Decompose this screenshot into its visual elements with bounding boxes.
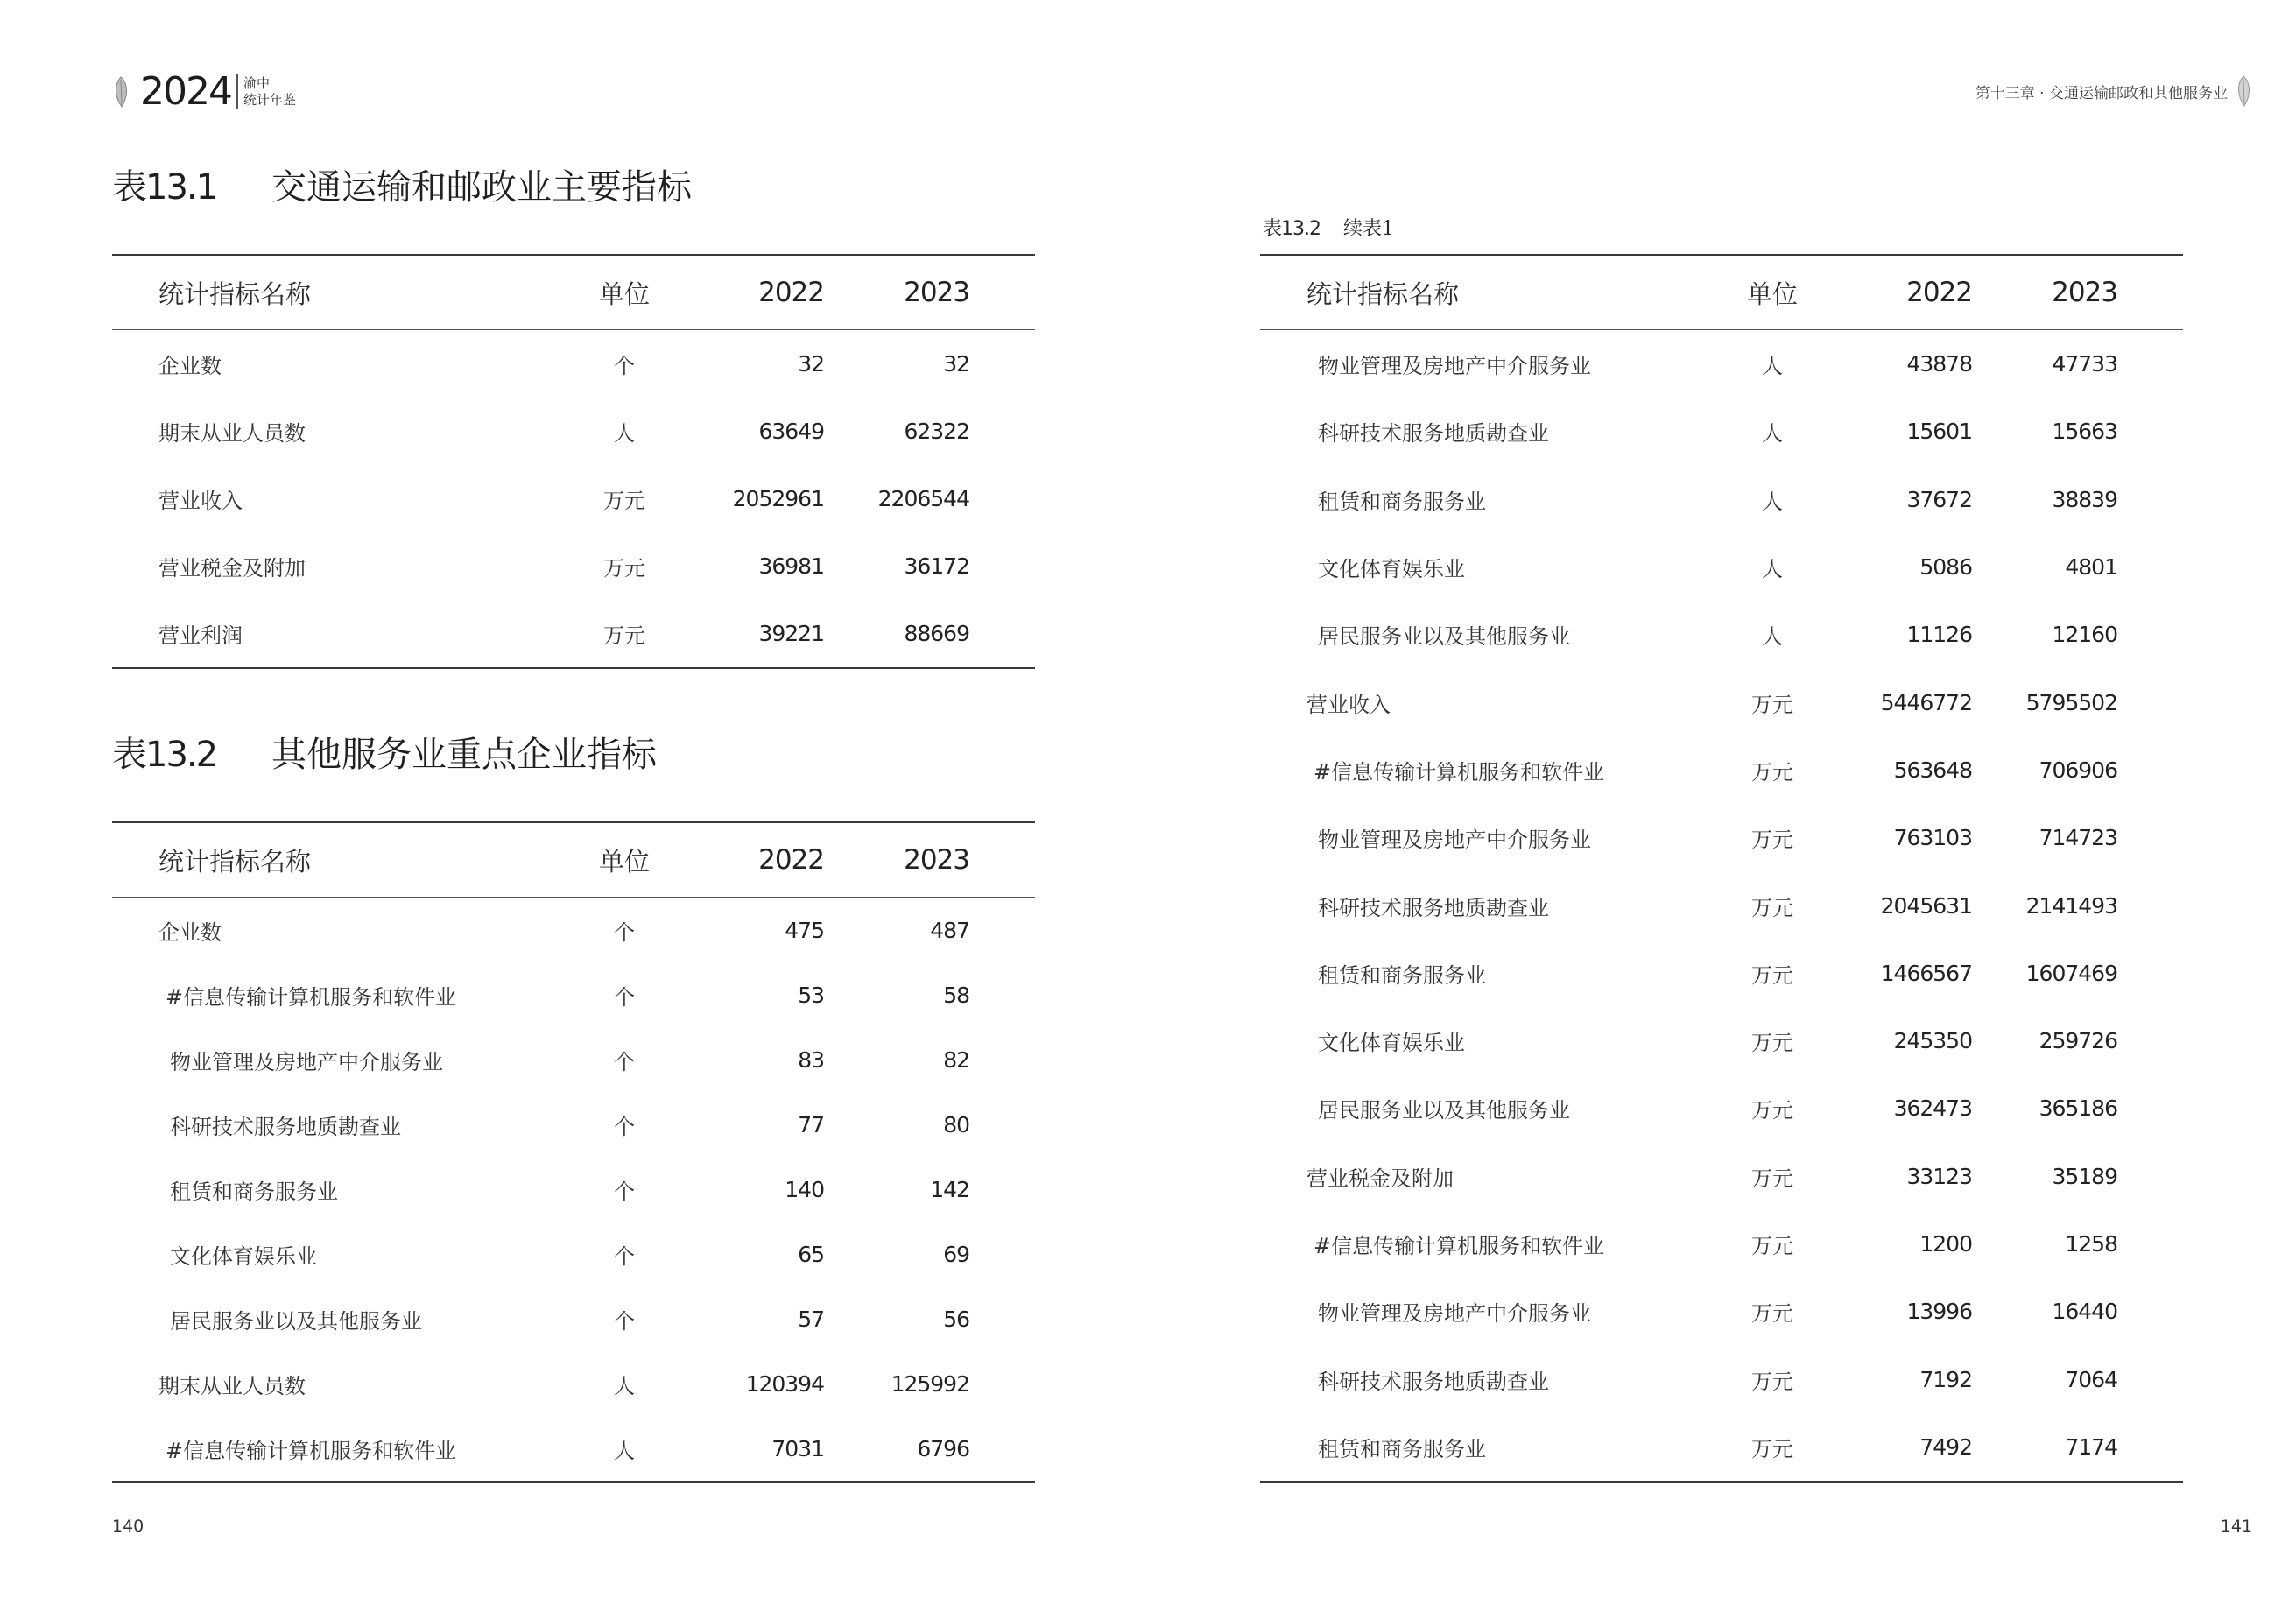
table-body [1260, 330, 2183, 1481]
row-value-2023: 16440 [2052, 1299, 2117, 1325]
row-value-2023: 15663 [2052, 419, 2117, 445]
row-unit: 万元 [1751, 1301, 1793, 1327]
row-unit: 万元 [1751, 692, 1793, 717]
row-name: 租赁和商务服务业 [1318, 489, 1486, 514]
table-row [1260, 804, 2183, 871]
row-value-2022: 43878 [1906, 351, 1972, 377]
row-unit: 个 [614, 1243, 635, 1269]
table-13-2-continued-title [1263, 214, 1394, 241]
row-value-2022: 65 [798, 1241, 824, 1267]
row-value-2023: 32 [943, 351, 969, 377]
row-name: 期末从业人员数 [158, 1373, 306, 1398]
row-value-2023: 365186 [2039, 1095, 2117, 1122]
brand-year: 2024 [140, 69, 231, 114]
table-row [112, 1157, 1035, 1222]
row-unit: 人 [614, 1373, 635, 1398]
row-value-2023: 706906 [2039, 757, 2117, 783]
row-value-2022: 475 [785, 917, 824, 943]
table-row [112, 532, 1035, 600]
row-value-2022: 2045631 [1880, 892, 1972, 919]
row-value-2023: 125992 [891, 1370, 969, 1397]
row-name: 营业收入 [1306, 692, 1391, 717]
table-row [112, 898, 1035, 962]
table-row [112, 1092, 1035, 1157]
row-value-2022: 7031 [771, 1435, 824, 1462]
row-value-2022: 245350 [1893, 1028, 1972, 1054]
row-value-2022: 77 [798, 1111, 824, 1138]
row-value-2023: 38839 [2052, 486, 2117, 512]
col-header-name: 统计指标名称 [158, 846, 312, 877]
row-unit: 个 [614, 919, 635, 945]
row-name: 企业数 [158, 919, 222, 945]
row-value-2022: 5446772 [1880, 689, 1972, 715]
row-value-2022: 83 [798, 1046, 824, 1073]
row-value-2022: 7192 [1919, 1366, 1972, 1392]
table-13-2-title [112, 727, 657, 777]
table-header-row [1260, 256, 2183, 330]
row-name: 营业利润 [158, 623, 243, 648]
row-value-2022: 140 [785, 1176, 824, 1202]
row-value-2023: 36172 [904, 553, 969, 579]
right-page [1148, 0, 2296, 1613]
table-13-1 [112, 254, 1035, 669]
table-row [1260, 466, 2183, 533]
table-row [1260, 1345, 2183, 1412]
row-unit: 万元 [603, 556, 645, 581]
col-header-name: 统计指标名称 [1306, 278, 1460, 309]
col-header-2023: 2023 [904, 277, 969, 308]
row-unit: 万元 [1751, 1234, 1793, 1258]
row-name: 居民服务业以及其他服务业 [1318, 1098, 1570, 1123]
table-header-row [112, 256, 1035, 330]
row-value-2022: 32 [798, 351, 824, 377]
col-header-2022: 2022 [758, 844, 824, 876]
row-name: 物业管理及房地产中介服务业 [170, 1049, 443, 1074]
row-value-2023: 80 [943, 1111, 969, 1138]
row-value-2023: 2141493 [2025, 892, 2117, 919]
row-value-2022: 763103 [1893, 825, 1972, 851]
brand-subtitle [243, 75, 296, 109]
row-value-2023: 1607469 [2025, 960, 2117, 986]
row-name: 期末从业人员数 [158, 421, 306, 446]
table-row [112, 398, 1035, 465]
table-row [1260, 601, 2183, 668]
table-row [1260, 736, 2183, 804]
col-header-2022: 2022 [1906, 277, 1972, 308]
row-value-2023: 6796 [917, 1435, 969, 1462]
table-row [1260, 1143, 2183, 1210]
row-value-2022: 37672 [1906, 486, 1972, 512]
table-row [112, 1286, 1035, 1351]
table-number: 表13.2 [1263, 218, 1321, 240]
row-name: #信息传输计算机服务和软件业 [166, 1438, 457, 1463]
row-unit: 万元 [603, 489, 645, 513]
table-row [112, 330, 1035, 398]
row-unit: 万元 [1751, 1369, 1793, 1394]
row-value-2022: 53 [798, 982, 824, 1008]
table-row [1260, 1413, 2183, 1481]
row-unit: 万元 [603, 623, 645, 648]
row-value-2022: 563648 [1893, 757, 1972, 783]
table-body [112, 898, 1035, 1481]
row-name: 营业收入 [158, 489, 243, 513]
row-unit: 个 [614, 984, 635, 1010]
table-number: 表13.1 [112, 167, 217, 208]
table-row [1260, 330, 2183, 398]
leaf-icon [112, 76, 130, 108]
row-name: 科研技术服务地质勘查业 [170, 1114, 401, 1139]
chapter-title: 第十三章 · 交通运输邮政和其他服务业 [1975, 84, 2228, 102]
row-value-2022: 36981 [758, 553, 824, 579]
row-value-2022: 39221 [758, 621, 824, 646]
row-name: 科研技术服务地质勘查业 [1318, 895, 1549, 920]
row-unit: 个 [614, 1179, 635, 1204]
row-unit: 人 [1762, 489, 1783, 514]
row-value-2023: 142 [930, 1176, 969, 1202]
row-value-2023: 58 [943, 982, 969, 1008]
row-value-2023: 35189 [2052, 1163, 2117, 1189]
col-header-2022: 2022 [758, 277, 824, 308]
row-name: 租赁和商务服务业 [170, 1179, 338, 1204]
row-value-2023: 56 [943, 1306, 969, 1332]
row-name: 物业管理及房地产中介服务业 [1318, 1301, 1591, 1327]
row-value-2022: 2052961 [732, 486, 824, 511]
table-13-2-continued [1260, 254, 2183, 1483]
row-value-2022: 5086 [1919, 554, 1972, 581]
table-row [112, 1351, 1035, 1416]
table-13-2 [112, 821, 1035, 1483]
col-header-name: 统计指标名称 [158, 278, 312, 309]
col-header-unit: 单位 [598, 278, 650, 309]
yearbook-brand [112, 68, 296, 116]
row-unit: 个 [614, 354, 635, 378]
table-number: 表13.2 [112, 735, 217, 775]
row-value-2023: 714723 [2039, 825, 2117, 851]
table-row [1260, 1007, 2183, 1074]
row-name: #信息传输计算机服务和软件业 [166, 984, 457, 1010]
table-13-1-title [112, 159, 692, 209]
table-row [1260, 1210, 2183, 1278]
row-name: 物业管理及房地产中介服务业 [1318, 828, 1591, 853]
row-value-2022: 15601 [1906, 419, 1972, 445]
page-number-left: 140 [112, 1517, 144, 1536]
row-name: 物业管理及房地产中介服务业 [1318, 354, 1591, 379]
row-value-2023: 259726 [2039, 1028, 2117, 1054]
col-header-2023: 2023 [2052, 277, 2117, 308]
row-unit: 万元 [1751, 759, 1793, 785]
page-number-right: 141 [2220, 1517, 2252, 1536]
row-unit: 人 [614, 421, 635, 446]
row-value-2023: 12160 [2052, 622, 2117, 648]
row-value-2023: 7174 [2065, 1433, 2117, 1460]
table-row [112, 1027, 1035, 1092]
row-value-2023: 62322 [904, 419, 969, 444]
row-name: 企业数 [158, 354, 222, 378]
row-unit: 万元 [1751, 1436, 1793, 1462]
row-value-2023: 4801 [2065, 554, 2117, 581]
row-value-2022: 11126 [1906, 622, 1972, 648]
row-value-2022: 120394 [745, 1370, 824, 1397]
table-row [112, 962, 1035, 1027]
row-value-2023: 5795502 [2025, 689, 2117, 715]
row-unit: 人 [1762, 354, 1783, 379]
table-row [112, 1416, 1035, 1481]
row-name: #信息传输计算机服务和软件业 [1314, 1234, 1605, 1258]
row-unit: 万元 [1751, 962, 1793, 988]
brand-divider [236, 74, 238, 109]
table-header-row [112, 823, 1035, 898]
row-value-2022: 57 [798, 1306, 824, 1332]
table-row [1260, 940, 2183, 1007]
row-value-2023: 1258 [2065, 1231, 2117, 1257]
brand-subtitle-line2: 统计年鉴 [243, 92, 296, 108]
row-value-2022: 13996 [1906, 1299, 1972, 1325]
row-value-2023: 47733 [2052, 351, 2117, 377]
row-value-2022: 1200 [1919, 1231, 1972, 1257]
row-unit: 万元 [1751, 895, 1793, 920]
table-row [1260, 1074, 2183, 1142]
table-row [1260, 668, 2183, 736]
row-unit: 人 [1762, 624, 1783, 650]
row-name: 租赁和商务服务业 [1318, 1436, 1486, 1462]
table-row [1260, 533, 2183, 601]
table-row [112, 1222, 1035, 1286]
row-value-2022: 362473 [1893, 1095, 1972, 1122]
row-name: 营业税金及附加 [1306, 1166, 1454, 1191]
table-title-text: 其他服务业重点企业指标 [271, 735, 657, 775]
row-unit: 人 [1762, 421, 1783, 447]
row-name: #信息传输计算机服务和软件业 [1314, 759, 1605, 785]
row-unit: 万元 [1751, 828, 1793, 853]
table-row [1260, 871, 2183, 939]
row-value-2023: 2206544 [877, 486, 969, 511]
table-body [112, 330, 1035, 667]
row-value-2022: 63649 [758, 419, 824, 444]
continued-label: 续表1 [1343, 218, 1394, 240]
col-header-unit: 单位 [598, 846, 650, 877]
brand-subtitle-line1: 渝中 [243, 75, 270, 91]
leaf-icon [2235, 75, 2252, 107]
row-unit: 个 [614, 1308, 635, 1334]
row-value-2023: 69 [943, 1241, 969, 1267]
row-value-2023: 487 [930, 917, 969, 943]
row-value-2022: 33123 [1906, 1163, 1972, 1189]
row-unit: 人 [614, 1438, 635, 1463]
row-unit: 个 [614, 1114, 635, 1139]
table-row [1260, 1278, 2183, 1345]
row-name: 营业税金及附加 [158, 556, 306, 581]
table-title-text: 交通运输和邮政业主要指标 [271, 167, 692, 208]
row-name: 文化体育娱乐业 [170, 1243, 317, 1269]
col-header-unit: 单位 [1746, 278, 1798, 309]
row-value-2023: 7064 [2065, 1366, 2117, 1392]
row-name: 居民服务业以及其他服务业 [1318, 624, 1570, 650]
col-header-2023: 2023 [904, 844, 969, 876]
row-unit: 万元 [1751, 1031, 1793, 1056]
chapter-header [1976, 75, 2252, 107]
row-value-2023: 88669 [904, 621, 969, 646]
row-name: 科研技术服务地质勘查业 [1318, 1369, 1549, 1394]
row-name: 文化体育娱乐业 [1318, 557, 1465, 582]
row-unit: 万元 [1751, 1098, 1793, 1123]
table-row [112, 465, 1035, 532]
row-name: 科研技术服务地质勘查业 [1318, 421, 1549, 447]
row-unit: 万元 [1751, 1166, 1793, 1191]
row-unit: 个 [614, 1049, 635, 1074]
row-unit: 人 [1762, 557, 1783, 582]
row-value-2022: 1466567 [1880, 960, 1972, 986]
table-row [112, 600, 1035, 667]
row-name: 文化体育娱乐业 [1318, 1031, 1465, 1056]
row-name: 居民服务业以及其他服务业 [170, 1308, 422, 1334]
table-row [1260, 398, 2183, 465]
row-value-2023: 82 [943, 1046, 969, 1073]
row-name: 租赁和商务服务业 [1318, 962, 1486, 988]
row-value-2022: 7492 [1919, 1433, 1972, 1460]
